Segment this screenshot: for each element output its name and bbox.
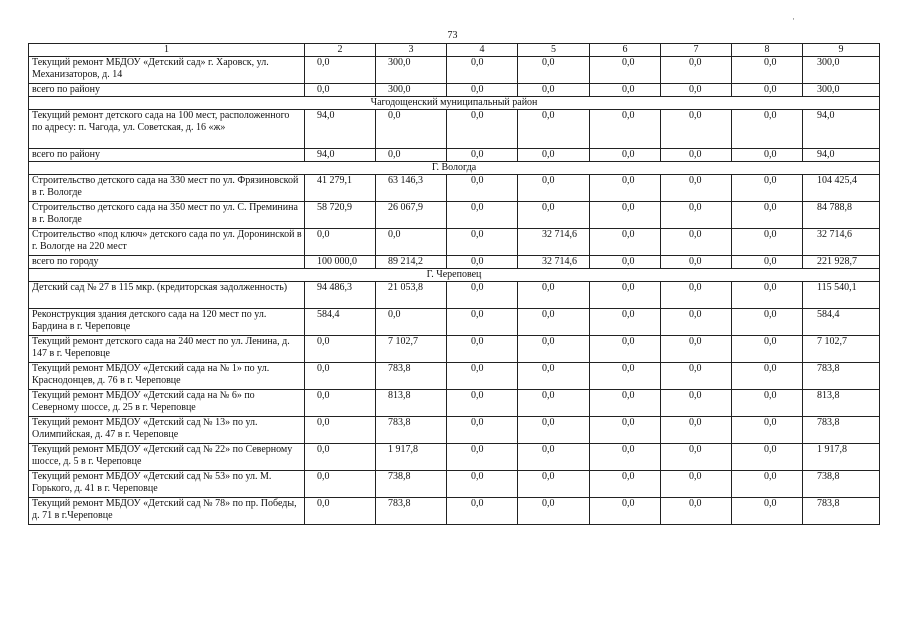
column-number-cell: 5 <box>518 44 590 57</box>
value-cell: 0,0 <box>661 390 732 417</box>
value-cell: 0,0 <box>518 498 590 525</box>
value-cell: 0,0 <box>590 149 661 162</box>
row-name-cell: Строительство детского сада на 350 мест по ул. С. Преминина в г. Вологде <box>29 202 305 229</box>
value-cell: 0,0 <box>732 149 803 162</box>
row-name-cell: Реконструкция здания детского сада на 120 мест по ул. Бардина в г. Череповце <box>29 309 305 336</box>
value-cell: 0,0 <box>590 256 661 269</box>
value-cell: 32 714,6 <box>518 229 590 256</box>
value-cell: 783,8 <box>376 363 447 390</box>
row-name-cell: Строительство детского сада на 330 мест по ул. Фрязиновской в г. Вологде <box>29 175 305 202</box>
row-name-cell: Текущий ремонт МБДОУ «Детский сад № 78» по пр. Победы, д. 71 в г.Череповце <box>29 498 305 525</box>
table-row <box>29 175 880 202</box>
page-number: 73 <box>447 30 458 41</box>
value-cell: 783,8 <box>376 417 447 444</box>
value-cell: 0,0 <box>590 229 661 256</box>
row-name-cell: Текущий ремонт МБДОУ «Детский сад № 13» по ул. Олимпийская, д. 47 в г. Череповце <box>29 417 305 444</box>
column-number-cell: 4 <box>447 44 518 57</box>
value-cell: 813,8 <box>803 390 880 417</box>
value-cell: 0,0 <box>732 84 803 97</box>
row-name-cell: Текущий ремонт МБДОУ «Детский сад № 22» по Северному шоссе, д. 5 в г. Череповце <box>29 444 305 471</box>
value-cell: 0,0 <box>732 256 803 269</box>
row-name-cell: Текущий ремонт МБДОУ «Детский сад» г. Харовск, ул. Механизаторов, д. 14 <box>29 57 305 84</box>
value-cell: 26 067,9 <box>376 202 447 229</box>
value-cell: 0,0 <box>590 309 661 336</box>
row-name-cell: Текущий ремонт МБДОУ «Детский сада на № 6» по Северному шоссе, д. 25 в г. Череповце <box>29 390 305 417</box>
value-cell: 0,0 <box>518 417 590 444</box>
value-cell: 0,0 <box>447 363 518 390</box>
value-cell: 0,0 <box>661 229 732 256</box>
value-cell: 0,0 <box>661 309 732 336</box>
value-cell: 221 928,7 <box>803 256 880 269</box>
section-title: Г. Вологда <box>29 162 880 175</box>
value-cell: 0,0 <box>590 363 661 390</box>
value-cell: 0,0 <box>518 363 590 390</box>
value-cell: 0,0 <box>447 498 518 525</box>
value-cell: 0,0 <box>661 84 732 97</box>
value-cell: 783,8 <box>803 363 880 390</box>
value-cell: 1 917,8 <box>803 444 880 471</box>
column-number-cell: 8 <box>732 44 803 57</box>
value-cell: 0,0 <box>305 498 376 525</box>
value-cell: 0,0 <box>447 149 518 162</box>
value-cell: 0,0 <box>590 444 661 471</box>
value-cell: 0,0 <box>590 84 661 97</box>
table-row <box>29 256 880 269</box>
row-name-cell: Текущий ремонт МБДОУ «Детский сада на № 1» по ул. Краснодонцев, д. 76 в г. Череповце <box>29 363 305 390</box>
value-cell: 0,0 <box>732 498 803 525</box>
value-cell: 0,0 <box>661 417 732 444</box>
table-row <box>29 390 880 417</box>
table-row <box>29 363 880 390</box>
table-row <box>29 282 880 309</box>
value-cell: 0,0 <box>661 256 732 269</box>
value-cell: 0,0 <box>305 229 376 256</box>
funding-table <box>28 43 880 525</box>
value-cell: 0,0 <box>661 202 732 229</box>
value-cell: 0,0 <box>518 471 590 498</box>
value-cell: 0,0 <box>661 498 732 525</box>
value-cell: 41 279,1 <box>305 175 376 202</box>
value-cell: 0,0 <box>376 309 447 336</box>
value-cell: 0,0 <box>661 149 732 162</box>
row-name-cell: Текущий ремонт детского сада на 100 мест, расположенного по адресу: п. Чагода, ул. Советская, д. 16 «ж» <box>29 110 305 149</box>
table-row <box>29 471 880 498</box>
value-cell: 0,0 <box>732 390 803 417</box>
value-cell: 0,0 <box>661 363 732 390</box>
column-number-cell: 1 <box>29 44 305 57</box>
value-cell: 0,0 <box>447 229 518 256</box>
column-number-cell: 3 <box>376 44 447 57</box>
value-cell: 0,0 <box>305 471 376 498</box>
value-cell: 94,0 <box>803 149 880 162</box>
table-row <box>29 149 880 162</box>
value-cell: 84 788,8 <box>803 202 880 229</box>
value-cell: 21 053,8 <box>376 282 447 309</box>
value-cell: 300,0 <box>803 57 880 84</box>
value-cell: 94 486,3 <box>305 282 376 309</box>
section-header-row <box>29 97 880 110</box>
row-name-cell: всего по городу <box>29 256 305 269</box>
value-cell: 0,0 <box>305 57 376 84</box>
value-cell: 0,0 <box>447 471 518 498</box>
value-cell: 0,0 <box>661 57 732 84</box>
table-row <box>29 229 880 256</box>
value-cell: 0,0 <box>518 444 590 471</box>
value-cell: 104 425,4 <box>803 175 880 202</box>
value-cell: 783,8 <box>803 498 880 525</box>
value-cell: 300,0 <box>803 84 880 97</box>
value-cell: 0,0 <box>732 110 803 149</box>
value-cell: 0,0 <box>518 84 590 97</box>
value-cell: 738,8 <box>376 471 447 498</box>
column-number-cell: 2 <box>305 44 376 57</box>
table-row <box>29 57 880 84</box>
table-row <box>29 202 880 229</box>
table-row <box>29 309 880 336</box>
value-cell: 300,0 <box>376 84 447 97</box>
value-cell: 0,0 <box>732 202 803 229</box>
value-cell: 0,0 <box>590 498 661 525</box>
value-cell: 0,0 <box>661 444 732 471</box>
value-cell: 0,0 <box>447 110 518 149</box>
table-row <box>29 498 880 525</box>
value-cell: 94,0 <box>803 110 880 149</box>
row-name-cell: Детский сад № 27 в 115 мкр. (кредиторская задолженность) <box>29 282 305 309</box>
value-cell: 0,0 <box>518 110 590 149</box>
value-cell: 0,0 <box>590 417 661 444</box>
value-cell: 0,0 <box>518 149 590 162</box>
value-cell: 0,0 <box>305 363 376 390</box>
value-cell: 0,0 <box>661 110 732 149</box>
value-cell: 0,0 <box>518 282 590 309</box>
value-cell: 0,0 <box>590 57 661 84</box>
value-cell: 0,0 <box>590 175 661 202</box>
column-numbers-row <box>29 44 880 57</box>
value-cell: 0,0 <box>518 309 590 336</box>
value-cell: 0,0 <box>661 336 732 363</box>
value-cell: 0,0 <box>447 444 518 471</box>
value-cell: 0,0 <box>518 202 590 229</box>
row-name-cell: всего по району <box>29 84 305 97</box>
value-cell: 0,0 <box>447 57 518 84</box>
value-cell: 0,0 <box>732 309 803 336</box>
value-cell: 7 102,7 <box>803 336 880 363</box>
value-cell: 94,0 <box>305 110 376 149</box>
value-cell: 0,0 <box>518 57 590 84</box>
value-cell: 0,0 <box>590 390 661 417</box>
value-cell: 0,0 <box>447 175 518 202</box>
value-cell: 0,0 <box>305 336 376 363</box>
corner-mark: · <box>792 14 795 24</box>
section-title: Г. Череповец <box>29 269 880 282</box>
column-number-cell: 6 <box>590 44 661 57</box>
value-cell: 0,0 <box>447 417 518 444</box>
value-cell: 0,0 <box>661 471 732 498</box>
table-row <box>29 84 880 97</box>
value-cell: 58 720,9 <box>305 202 376 229</box>
section-header-row <box>29 162 880 175</box>
value-cell: 7 102,7 <box>376 336 447 363</box>
column-number-cell: 7 <box>661 44 732 57</box>
value-cell: 0,0 <box>732 175 803 202</box>
row-name-cell: Строительство «под ключ» детского сада по ул. Доронинской в г. Вологде на 220 мест <box>29 229 305 256</box>
value-cell: 0,0 <box>732 363 803 390</box>
value-cell: 0,0 <box>447 309 518 336</box>
value-cell: 0,0 <box>518 175 590 202</box>
value-cell: 0,0 <box>732 57 803 84</box>
value-cell: 738,8 <box>803 471 880 498</box>
value-cell: 32 714,6 <box>803 229 880 256</box>
row-name-cell: всего по району <box>29 149 305 162</box>
section-header-row <box>29 269 880 282</box>
value-cell: 0,0 <box>305 444 376 471</box>
value-cell: 32 714,6 <box>518 256 590 269</box>
table-row <box>29 417 880 444</box>
value-cell: 0,0 <box>518 336 590 363</box>
value-cell: 813,8 <box>376 390 447 417</box>
value-cell: 0,0 <box>305 417 376 444</box>
value-cell: 0,0 <box>732 336 803 363</box>
value-cell: 0,0 <box>732 282 803 309</box>
value-cell: 100 000,0 <box>305 256 376 269</box>
value-cell: 0,0 <box>447 256 518 269</box>
value-cell: 300,0 <box>376 57 447 84</box>
section-title: Чагодощенский муниципальный район <box>29 97 880 110</box>
value-cell: 0,0 <box>305 84 376 97</box>
table-row <box>29 110 880 149</box>
value-cell: 0,0 <box>376 110 447 149</box>
value-cell: 0,0 <box>376 149 447 162</box>
value-cell: 0,0 <box>661 282 732 309</box>
value-cell: 63 146,3 <box>376 175 447 202</box>
value-cell: 0,0 <box>590 202 661 229</box>
row-name-cell: Текущий ремонт МБДОУ «Детский сад № 53» по ул. М. Горького, д. 41 в г. Череповце <box>29 471 305 498</box>
value-cell: 89 214,2 <box>376 256 447 269</box>
column-number-cell: 9 <box>803 44 880 57</box>
table-row <box>29 336 880 363</box>
value-cell: 584,4 <box>803 309 880 336</box>
value-cell: 0,0 <box>447 202 518 229</box>
value-cell: 0,0 <box>590 282 661 309</box>
value-cell: 0,0 <box>732 229 803 256</box>
row-name-cell: Текущий ремонт детского сада на 240 мест по ул. Ленина, д. 147 в г. Череповце <box>29 336 305 363</box>
value-cell: 0,0 <box>518 390 590 417</box>
value-cell: 115 540,1 <box>803 282 880 309</box>
value-cell: 0,0 <box>305 390 376 417</box>
value-cell: 0,0 <box>447 390 518 417</box>
value-cell: 0,0 <box>661 175 732 202</box>
value-cell: 0,0 <box>732 444 803 471</box>
value-cell: 0,0 <box>590 110 661 149</box>
value-cell: 584,4 <box>305 309 376 336</box>
value-cell: 0,0 <box>376 229 447 256</box>
value-cell: 0,0 <box>447 336 518 363</box>
value-cell: 783,8 <box>803 417 880 444</box>
value-cell: 783,8 <box>376 498 447 525</box>
value-cell: 0,0 <box>447 84 518 97</box>
table-row <box>29 444 880 471</box>
value-cell: 0,0 <box>732 417 803 444</box>
value-cell: 1 917,8 <box>376 444 447 471</box>
value-cell: 94,0 <box>305 149 376 162</box>
value-cell: 0,0 <box>590 471 661 498</box>
value-cell: 0,0 <box>590 336 661 363</box>
value-cell: 0,0 <box>447 282 518 309</box>
value-cell: 0,0 <box>732 471 803 498</box>
